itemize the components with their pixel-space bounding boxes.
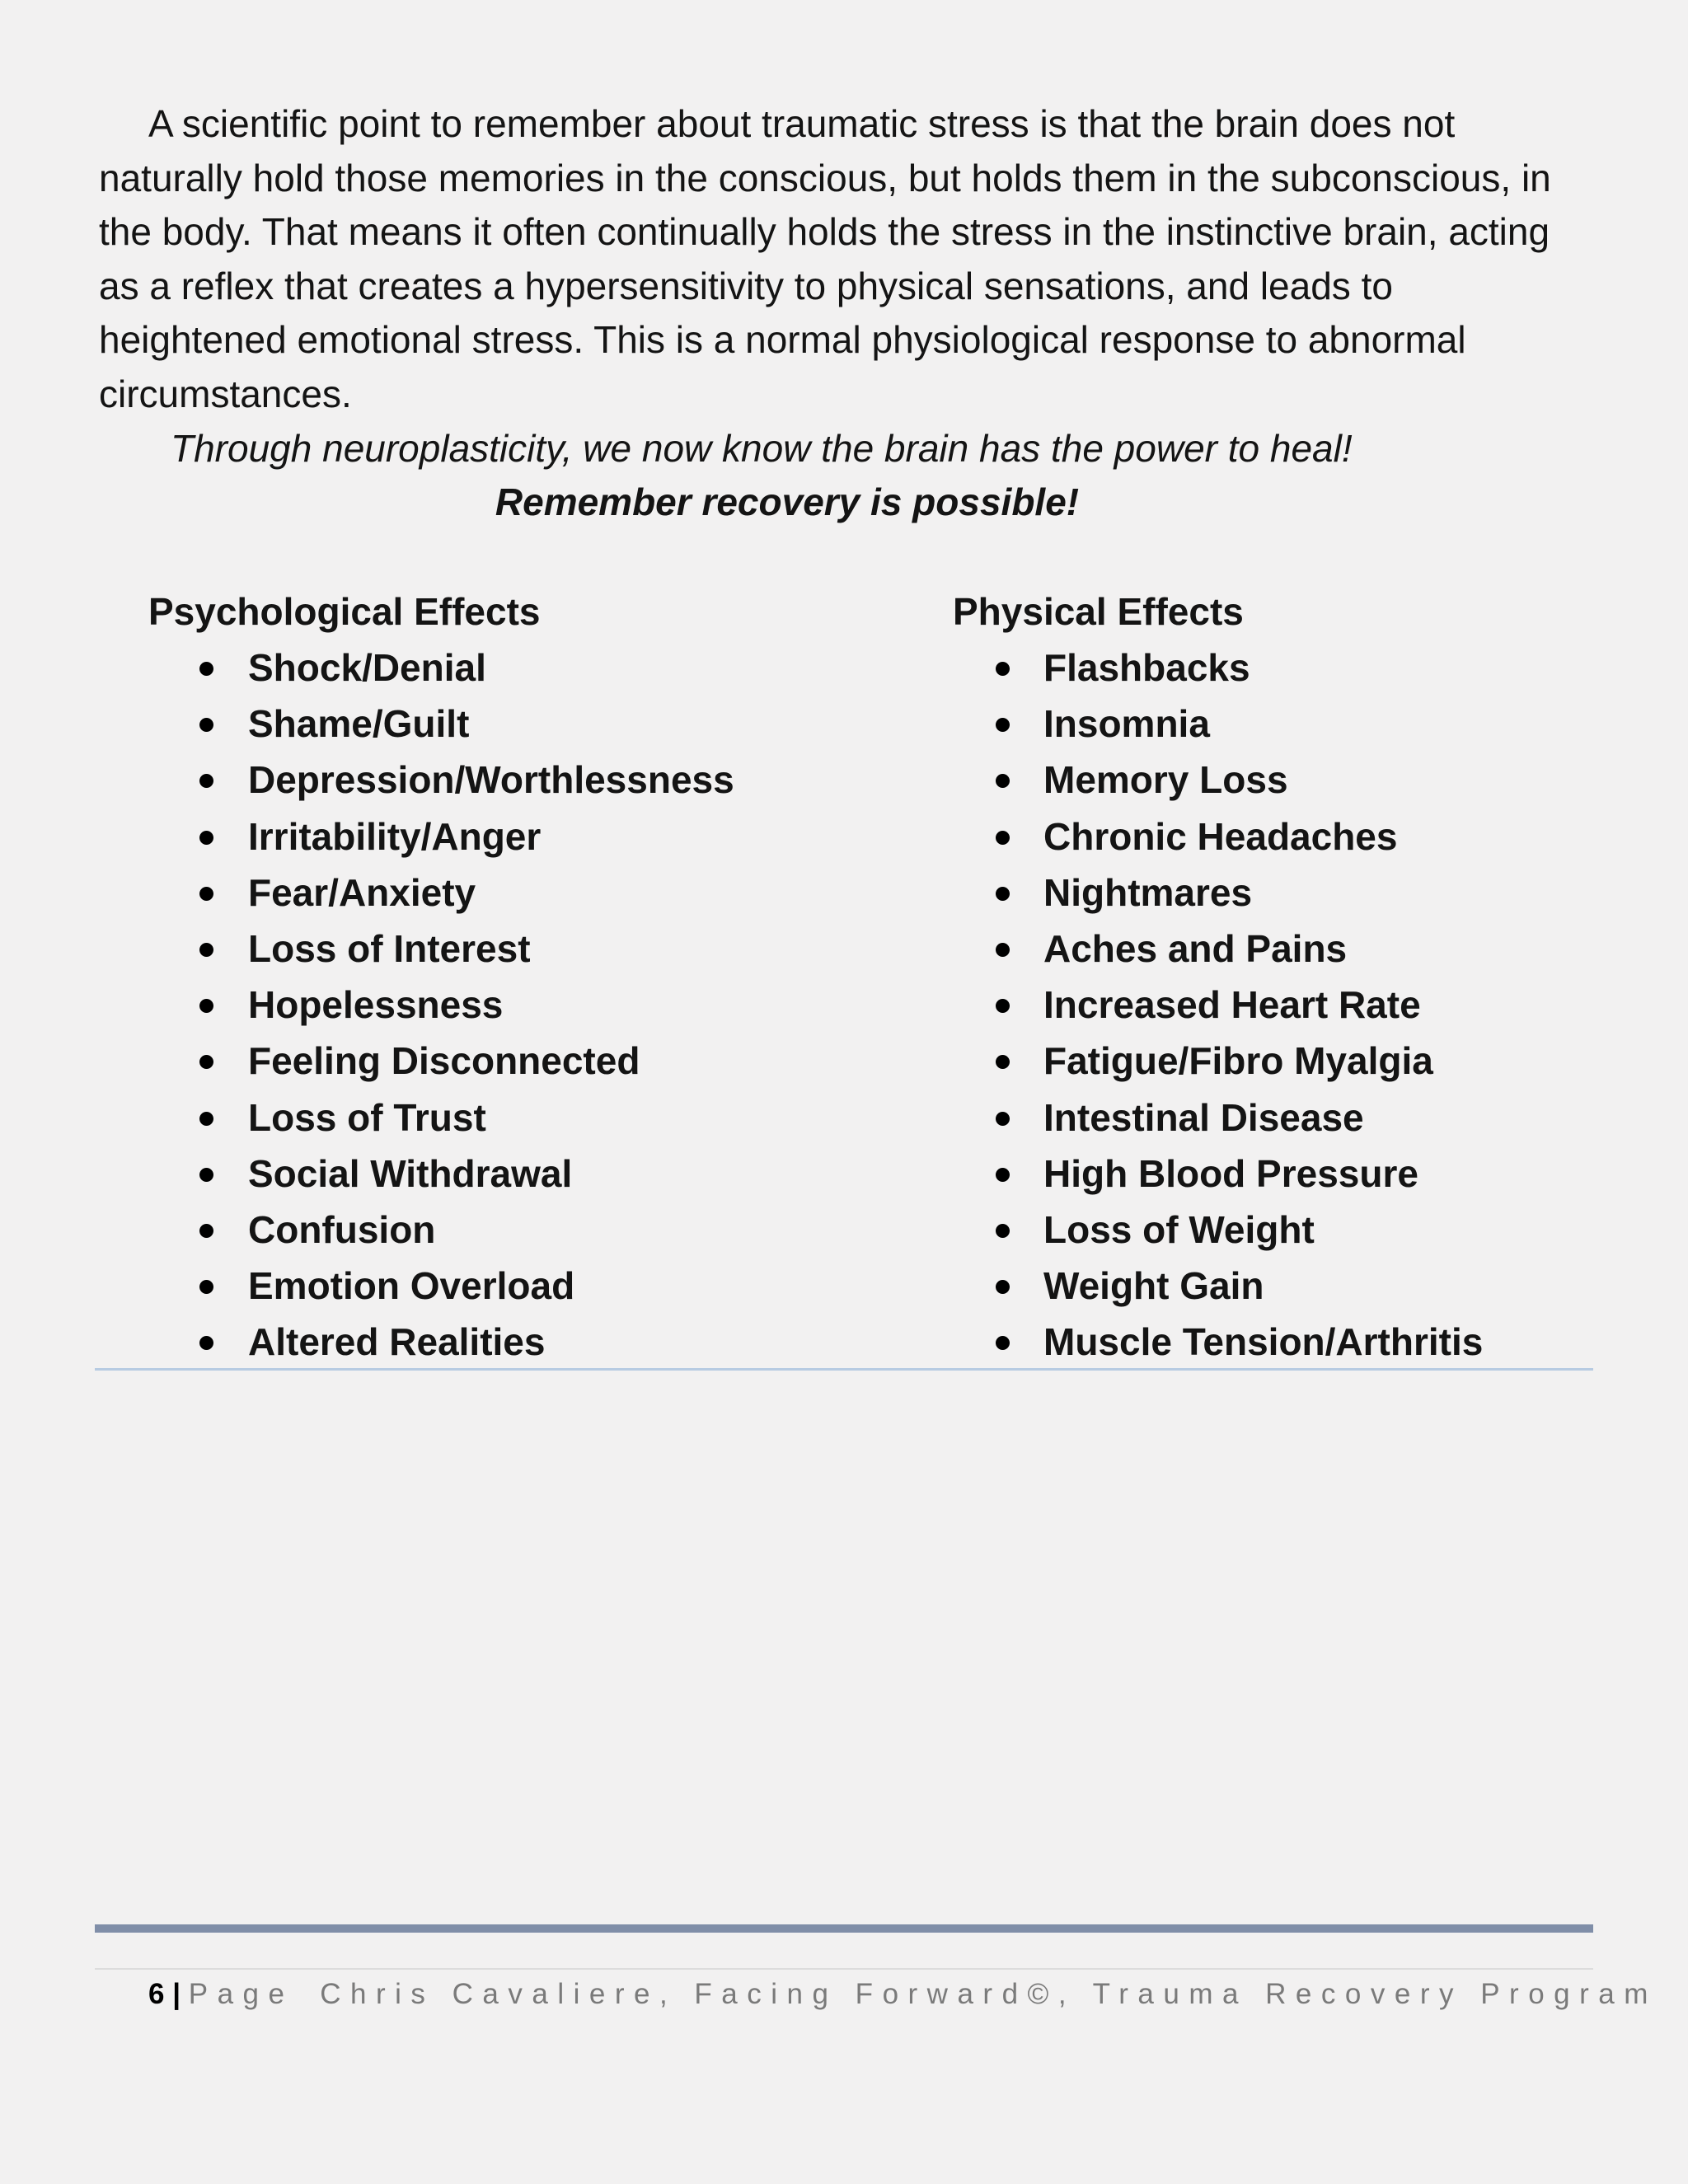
list-item-label: Loss of Weight xyxy=(1043,1208,1315,1252)
list-item xyxy=(953,1033,1662,1089)
list-item xyxy=(953,1202,1662,1258)
list-item xyxy=(953,808,1662,865)
list-item-label: Social Withdrawal xyxy=(248,1151,573,1195)
list-item xyxy=(953,921,1662,977)
list-item-label: Memory Loss xyxy=(1043,758,1288,802)
bullet-icon xyxy=(199,1055,213,1069)
bullet-icon xyxy=(996,1055,1010,1069)
bullet-icon xyxy=(996,774,1010,788)
psychological-effects-column xyxy=(148,583,857,1371)
bullet-icon xyxy=(199,1224,213,1238)
bullet-icon xyxy=(996,662,1010,676)
list-item xyxy=(148,977,857,1033)
list-item xyxy=(148,808,857,865)
list-item-label: High Blood Pressure xyxy=(1043,1151,1418,1195)
list-item-label: Confusion xyxy=(248,1208,436,1252)
list-item xyxy=(148,1202,857,1258)
list-item-label: Shock/Denial xyxy=(248,646,486,689)
bullet-icon xyxy=(996,1168,1010,1182)
list-item xyxy=(148,921,857,977)
footer-credit: Chris Cavaliere, Facing Forward©, Trauma Recovery Program xyxy=(320,1978,1658,2010)
physical-effects-heading: Physical Effects xyxy=(953,590,1244,633)
bullet-icon xyxy=(199,1168,213,1182)
bullet-icon xyxy=(996,887,1010,901)
list-item xyxy=(148,1258,857,1314)
list-item xyxy=(953,1090,1662,1146)
list-item xyxy=(148,696,857,752)
list-item xyxy=(953,752,1662,808)
psychological-effects-heading: Psychological Effects xyxy=(148,590,541,633)
list-item xyxy=(148,752,857,808)
list-item-label: Fear/Anxiety xyxy=(248,870,476,914)
page-label: Page xyxy=(188,1978,294,2010)
list-item-label: Irritability/Anger xyxy=(248,814,542,858)
list-item-label: Insomnia xyxy=(1043,702,1210,746)
list-item xyxy=(953,865,1662,921)
list-item-label: Loss of Trust xyxy=(248,1095,486,1139)
list-item xyxy=(953,1146,1662,1202)
list-item xyxy=(148,1314,857,1370)
physical-effects-list xyxy=(953,640,1662,1371)
list-item xyxy=(953,640,1662,696)
intro-paragraph xyxy=(99,97,1582,421)
bullet-icon xyxy=(996,1336,1010,1350)
neuroplasticity-statement: Through neuroplasticity, we now know the brain has the power to heal! xyxy=(171,427,1353,470)
bullet-icon xyxy=(996,1224,1010,1238)
page-number: 6 xyxy=(148,1978,165,2010)
bullet-icon xyxy=(199,1336,213,1350)
list-item-label: Depression/Worthlessness xyxy=(248,758,734,802)
bullet-icon xyxy=(996,1280,1010,1294)
footer-divider xyxy=(95,1968,1593,1970)
bullet-icon xyxy=(996,1112,1010,1126)
bullet-icon xyxy=(996,943,1010,957)
list-item xyxy=(148,1033,857,1089)
list-item xyxy=(953,1258,1662,1314)
page-footer xyxy=(148,1971,1658,2018)
bullet-icon xyxy=(199,999,213,1013)
list-item-label: Shame/Guilt xyxy=(248,702,470,746)
list-item-label: Loss of Interest xyxy=(248,927,531,971)
list-item-label: Increased Heart Rate xyxy=(1043,983,1421,1027)
list-item-label: Altered Realities xyxy=(248,1320,546,1364)
bullet-icon xyxy=(199,662,213,676)
list-item xyxy=(148,1090,857,1146)
list-item-label: Muscle Tension/Arthritis xyxy=(1043,1320,1484,1364)
list-item xyxy=(953,977,1662,1033)
psychological-effects-list xyxy=(148,640,857,1371)
bullet-icon xyxy=(199,1280,213,1294)
bullet-icon xyxy=(199,718,213,732)
list-item xyxy=(953,1314,1662,1370)
footer-separator: | xyxy=(172,1978,181,2010)
bullet-icon xyxy=(996,831,1010,845)
list-item-label: Feeling Disconnected xyxy=(248,1039,640,1083)
bullet-icon xyxy=(199,887,213,901)
list-item-label: Flashbacks xyxy=(1043,646,1250,689)
list-item-label: Emotion Overload xyxy=(248,1264,575,1308)
bullet-icon xyxy=(199,943,213,957)
list-item-label: Fatigue/Fibro Myalgia xyxy=(1043,1039,1433,1083)
list-item xyxy=(148,865,857,921)
list-item xyxy=(953,696,1662,752)
bullet-icon xyxy=(199,831,213,845)
bullet-icon xyxy=(996,718,1010,732)
footer-top-border xyxy=(95,1924,1593,1933)
list-item-label: Nightmares xyxy=(1043,870,1253,914)
list-item xyxy=(148,640,857,696)
physical-effects-column xyxy=(953,583,1662,1371)
bullet-icon xyxy=(199,774,213,788)
bullet-icon xyxy=(996,999,1010,1013)
list-item-label: Hopelessness xyxy=(248,983,504,1027)
bullet-icon xyxy=(199,1112,213,1126)
intro-paragraph-text: A scientific point to remember about traumatic stress is that the brain does not naturally hold those memories in the conscious, but holds them in the subconscious, in the body. That means it often continually holds the stress in the instinctive brain, acting as a reflex that creates a hypersensitivity to physical sensations, and leads to heightened emotional stress. This is a normal physiological response to abnormal circumstances. xyxy=(99,102,1551,415)
list-item-label: Weight Gain xyxy=(1043,1264,1264,1308)
list-item-label: Chronic Headaches xyxy=(1043,814,1398,858)
section-divider xyxy=(95,1368,1593,1371)
list-item-label: Intestinal Disease xyxy=(1043,1095,1364,1139)
list-item-label: Aches and Pains xyxy=(1043,927,1348,971)
recovery-statement: Remember recovery is possible! xyxy=(495,480,1080,523)
list-item xyxy=(148,1146,857,1202)
